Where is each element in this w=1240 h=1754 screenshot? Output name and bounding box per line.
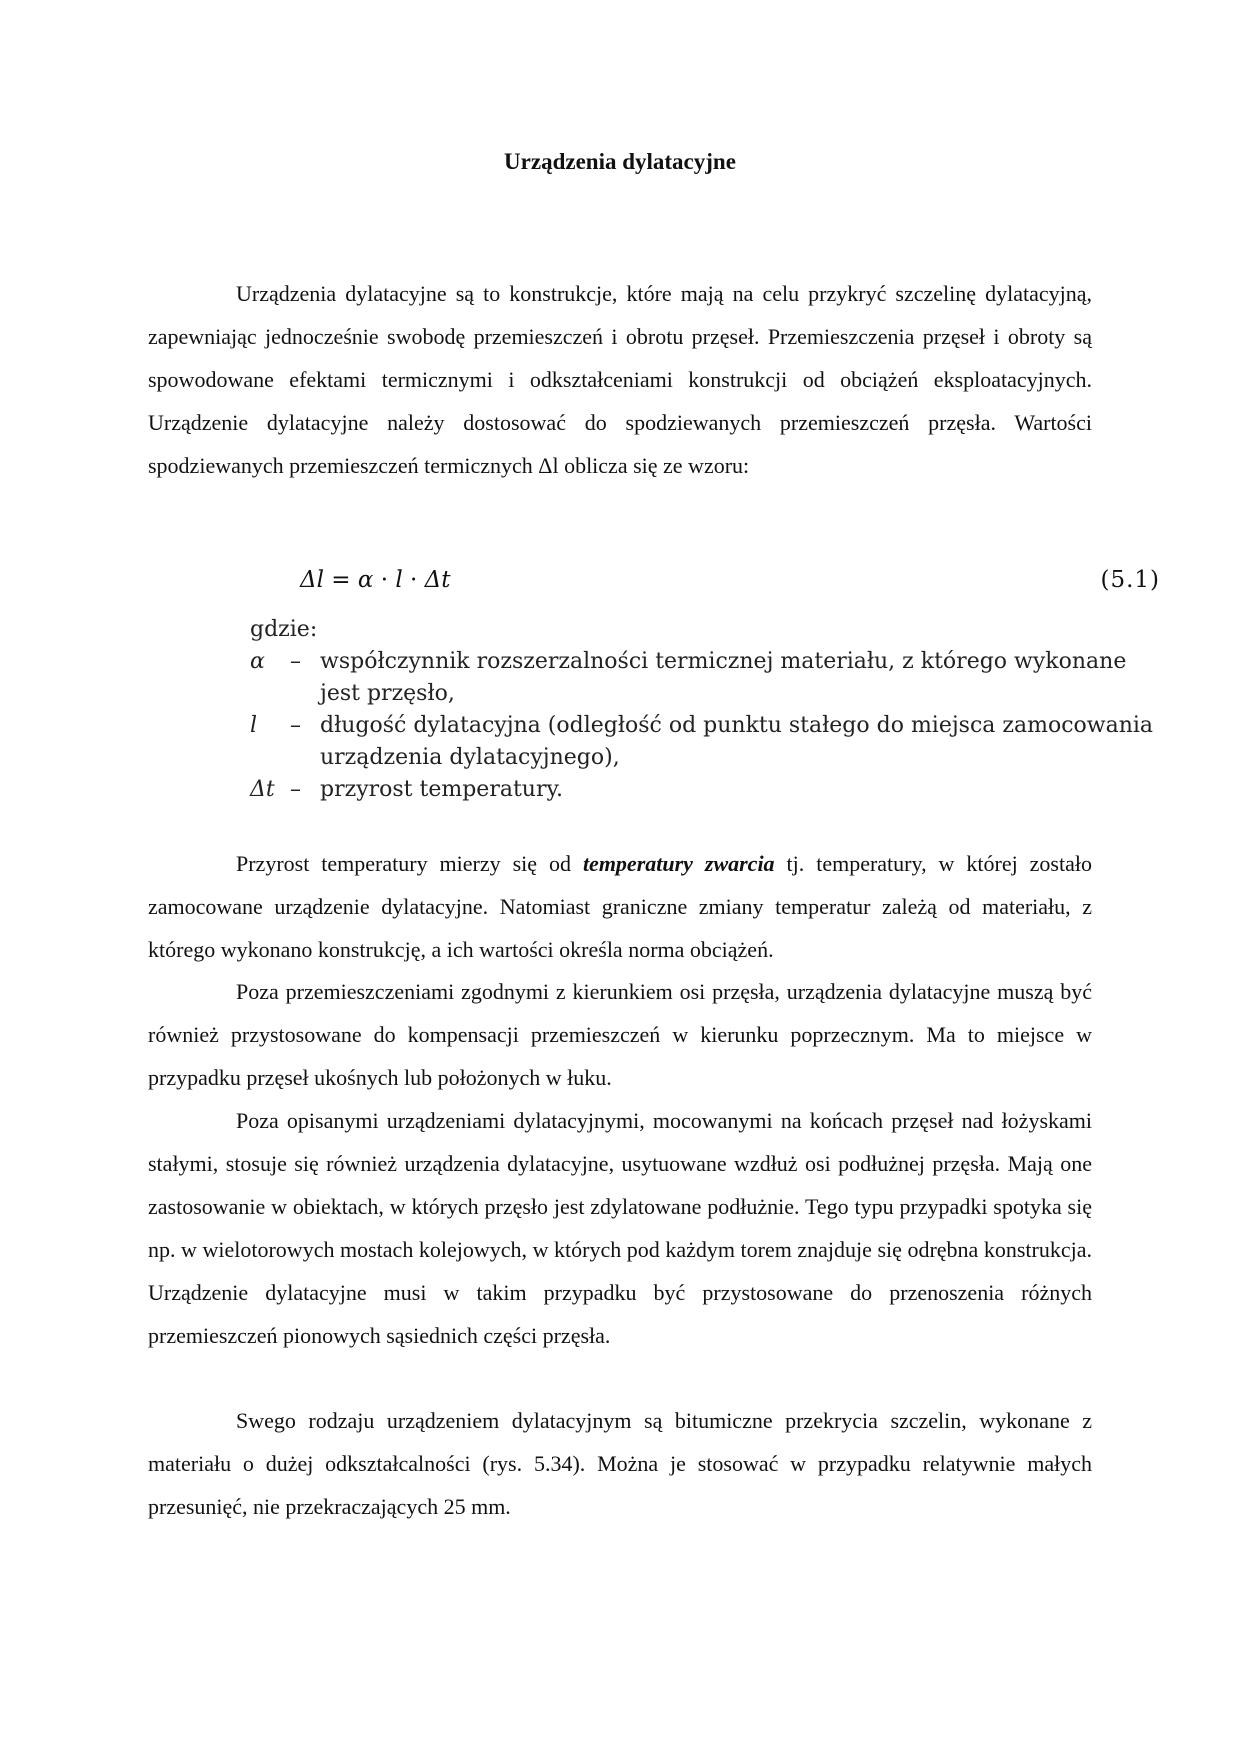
paragraph-bituminous	[148, 1399, 1092, 1528]
formula-l: l	[395, 567, 403, 593]
formula	[300, 564, 451, 596]
definition-dash: –	[290, 649, 301, 674]
page-title: Urządzenia dylatacyjne	[504, 149, 736, 174]
formula-alpha: α	[357, 567, 374, 593]
definition-text: współczynnik rozszerzalności termicznej materiału, z którego wykonane jest przęsło,	[320, 649, 1127, 706]
where-label: gdzie:	[250, 617, 318, 642]
paragraph-longitudinal	[148, 1099, 1092, 1357]
paragraph-intro	[148, 272, 1092, 487]
formula-equals: =	[331, 567, 351, 593]
definition-symbol: Δt	[250, 777, 275, 802]
formula-dt: Δt	[424, 567, 451, 593]
paragraph-transverse	[148, 970, 1092, 1099]
paragraph-temperature-after: tj. temperatury, w której zostało zamocowane urządzenie dylatacyjne. Natomiast graniczne zmiany temperatur zależą od materiału, z którego wykonano konstrukcję, a ich wartości określa norma obciążeń.	[148, 851, 1092, 962]
definition-symbol: l	[250, 713, 258, 738]
formula-dot-1: ·	[380, 567, 389, 593]
equation-number: (5.1)	[1100, 567, 1160, 593]
definitions-block	[250, 614, 1165, 806]
paragraph-temperature	[148, 842, 1092, 971]
definition-alpha	[250, 646, 1165, 710]
definition-dt	[250, 774, 1165, 806]
emphasis-temperatura-zwarcia: temperatury zwarcia	[582, 851, 775, 876]
formula-lhs: Δl	[300, 567, 324, 593]
definition-dash: –	[290, 713, 301, 738]
definition-symbol: α	[250, 649, 265, 674]
paragraph-intro-text: Urządzenia dylatacyjne są to konstrukcje, które mają na celu przykryć szczelinę dylatacyjną, zapewniając jednocześnie swobodę przemieszczeń i obrotu przęseł. Przemieszczenia przęseł i obroty są spowodowane efektami termicznymi i odkształceniami konstrukcji od obciążeń eksploatacyjnych. Urządzenie dylatacyjne należy dostosować do spodziewanych przemieszczeń przęsła. Wartości spodziewanych przemieszczeń termicznych Δl oblicza się ze wzoru:	[148, 281, 1092, 478]
formula-dot-2: ·	[410, 567, 418, 593]
definition-text: przyrost temperatury.	[320, 777, 563, 802]
paragraph-transverse-text: Poza przemieszczeniami zgodnymi z kierunkiem osi przęsła, urządzenia dylatacyjne muszą być również przystosowane do kompensacji przemieszczeń w kierunku poprzecznym. Ma to miejsce w przypadku przęseł ukośnych lub położonych w łuku.	[148, 979, 1092, 1090]
definition-dash: –	[290, 777, 301, 802]
paragraph-temperature-before: Przyrost temperatury mierzy się od	[236, 851, 583, 876]
definition-l	[250, 710, 1165, 774]
paragraph-longitudinal-text: Poza opisanymi urządzeniami dylatacyjnymi, mocowanymi na końcach przęseł nad łożyskami stałymi, stosuje się również urządzenia dylatacyjne, usytuowane wzdłuż osi podłużnej przęsła. Mają one zastosowanie w obiektach, w których przęsło jest zdylatowane podłużnie. Tego typu przypadki spotyka się np. w wielotorowych mostach kolejowych, w których pod każdym torem znajduje się odrębna konstrukcja. Urządzenie dylatacyjne musi w takim przypadku być przystosowane do przenoszenia różnych przemieszczeń pionowych sąsiednich części przęsła.	[148, 1108, 1092, 1348]
paragraph-bituminous-text: Swego rodzaju urządzeniem dylatacyjnym są bitumiczne przekrycia szczelin, wykonane z materiału o dużej odkształcalności (rys. 5.34). Można je stosować w przypadku relatywnie małych przesunięć, nie przekraczających 25 mm.	[148, 1408, 1092, 1519]
definition-text: długość dylatacyjna (odległość od punktu stałego do miejsca zamocowania urządzenia dylatacyjnego),	[320, 713, 1154, 770]
